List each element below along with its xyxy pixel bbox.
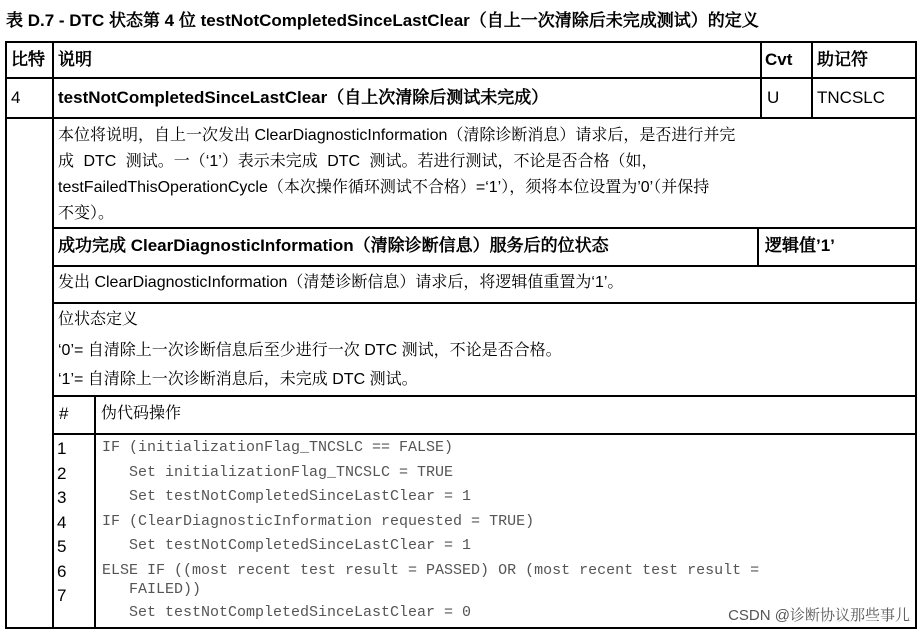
code-line: Set testNotCompletedSinceLastClear = 1	[102, 537, 472, 554]
after-clear-value: 逻辑值’1’	[765, 236, 835, 255]
watermark: CSDN @诊断协议那些事儿	[728, 607, 910, 624]
bit-cvt: U	[767, 88, 780, 107]
bit-mnemonic: TNCSLC	[817, 88, 886, 107]
state-def-one: ‘1’= 自清除上一次诊断消息后，未完成 DTC 测试。	[58, 371, 418, 388]
row-divider	[7, 77, 917, 79]
line-number: 7	[57, 586, 67, 605]
row-divider	[52, 227, 917, 229]
code-line: ELSE IF ((most recent test result = PASSED) OR (most recent test result =	[102, 561, 760, 579]
pseudo-line-numbers	[57, 437, 66, 609]
description-line: 不变）。	[58, 205, 115, 222]
description-line: 成 DTC 测试。一（‘1’）表示未完成 DTC 测试。若进行测试，不论是否合格（如，	[58, 153, 658, 170]
line-number: 4	[57, 512, 67, 532]
line-number: 2	[57, 463, 67, 483]
pseudo-title: 伪代码操作	[101, 405, 182, 422]
col-divider	[760, 43, 762, 117]
col-divider	[811, 43, 813, 117]
header-bit: 比特	[11, 50, 45, 69]
description-line: testFailedThisOperationCycle（本次操作循环测试不合格）=‘1’），须将本位设置为’0’（并保持	[58, 179, 710, 196]
code-line: FAILED))	[102, 581, 202, 598]
row-divider	[52, 433, 917, 435]
line-number: 1	[57, 439, 67, 458]
code-line: Set initializationFlag_TNCSLC = TRUE	[102, 463, 454, 481]
bit-name: testNotCompletedSinceLastClear（自上次清除后测试未完成）	[58, 88, 549, 107]
pseudo-code	[102, 436, 759, 626]
table-caption: 表 D.7 - DTC 状态第 4 位 testNotCompletedSinceLastClear（自上一次清除后未完成测试）的定义	[6, 11, 759, 30]
row-divider	[52, 395, 917, 397]
row-divider	[52, 265, 917, 267]
line-number: 5	[57, 537, 67, 556]
code-line: IF (ClearDiagnosticInformation requested = TRUE)	[102, 512, 535, 530]
col-divider	[757, 227, 759, 265]
state-def-title: 位状态定义	[58, 311, 139, 328]
col-divider	[94, 395, 96, 629]
bit-number: 4	[11, 88, 21, 107]
description-line: 本位将说明，自上一次发出 ClearDiagnosticInformation（清除诊断消息）请求后，是否进行并完	[58, 127, 736, 144]
code-line: Set testNotCompletedSinceLastClear = 0	[102, 604, 472, 621]
state-def-zero: ‘0’= 自清除上一次诊断信息后至少进行一次 DTC 测试，不论是否合格。	[58, 342, 562, 359]
line-number: 6	[57, 561, 67, 581]
code-line: IF (initializationFlag_TNCSLC == FALSE)	[102, 439, 454, 456]
header-mnemonic: 助记符	[817, 50, 868, 69]
bit-description	[58, 123, 917, 227]
pseudo-hash: #	[59, 404, 69, 423]
after-clear-label: 成功完成 ClearDiagnosticInformation（清除诊断信息）服务后的位状态	[58, 236, 609, 255]
header-description: 说明	[58, 50, 92, 69]
after-clear-text: 发出 ClearDiagnosticInformation（清楚诊断信息）请求后，将逻辑值重置为‘1’。	[58, 274, 624, 291]
row-divider	[52, 302, 917, 304]
col-divider	[52, 43, 54, 629]
row-divider	[7, 117, 917, 119]
code-line: Set testNotCompletedSinceLastClear = 1	[102, 488, 472, 505]
header-cvt: Cvt	[765, 50, 793, 69]
line-number: 3	[57, 488, 67, 507]
